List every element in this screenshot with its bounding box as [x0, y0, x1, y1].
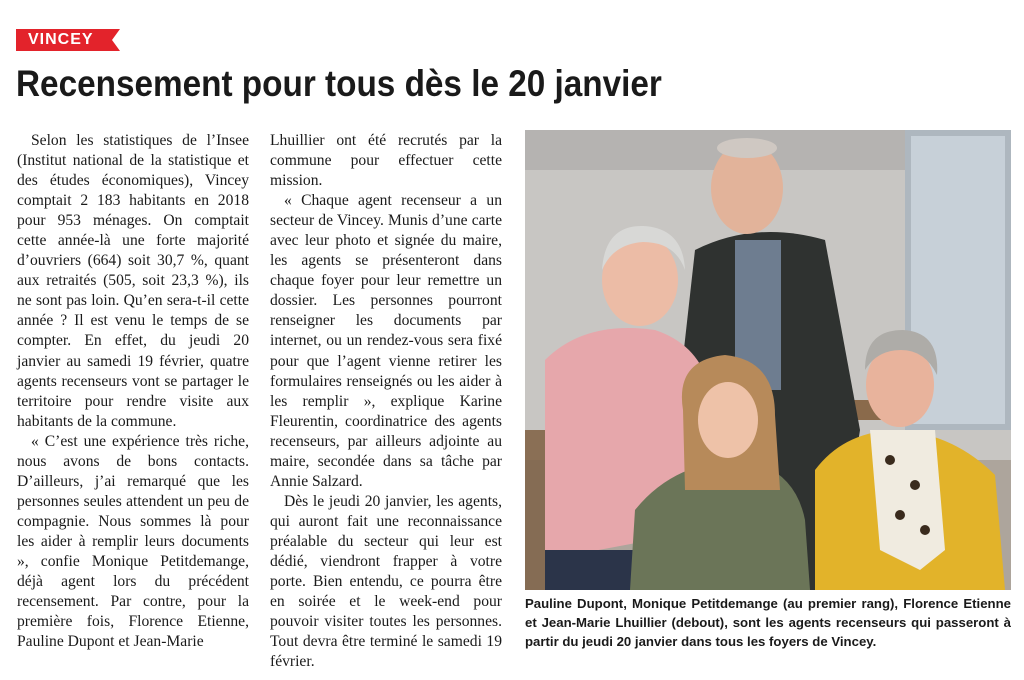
section-kicker: [16, 29, 120, 51]
paragraph-continued: Lhuillier ont été recrutés par la commune pour effectuer cette mission.: [270, 132, 502, 190]
article-headline: Recensement pour tous dès le 20 janvier: [16, 63, 662, 104]
article-column-1: [17, 131, 249, 652]
article-column-2: [270, 131, 502, 672]
group-photo-illustration: [525, 130, 1011, 590]
paragraph-3: « Chaque agent recenseur a un secteur de Vincey. Munis d’une carte avec leur photo et signée du maire, les agents se présenteront dans chaque foyer pour leur remettre un dossier. Les personnes pourront renseigner les documents par internet, ou un rendez-vous sera fixé pour que l’agent vienne retirer les formulaires renseignés ou les aider à les remplir », explique Karine Fleurentin, coordinatrice des agents recenseurs, par ailleurs adjointe au maire, secondée dans sa tâche par Annie Salzard.: [270, 192, 502, 490]
photo-caption: Pauline Dupont, Monique Petitdemange (au premier rang), Florence Etienne et Jean-Marie Lhuillier (debout), sont les agents recenseurs qui passeront à partir du jeudi 20 janvier dans tous les foyers de Vincey.: [525, 596, 1011, 649]
paragraph-1: Selon les statistiques de l’Insee (Institut national de la statistique et des études économiques), Vincey comptait 2 183 habitants en 2018 pour 953 ménages. On comptait cette année-là une forte majorité d’ouvriers (664) soit 30,7 %, quant aux retraités (505, soit 23,3 %), ils ne sont pas loin. Qu’en sera-t-il cette année ? Il est venu le temps de se compter. En effet, du jeudi 20 janvier au samedi 19 février, quatre agents recenseurs vont se partager le territoire pour rendre visite aux habitants de la commune.: [17, 132, 249, 430]
article-photo: [525, 130, 1011, 590]
paragraph-2: « C’est une expérience très riche, nous avons de bons contacts. D’ailleurs, j’ai remarqué que les personnes seules attendent un peu de compagnie. Nous sommes là pour les aider à remplir leurs documents », confie Monique Petitdemange, déjà agent lors du précédent recensement. Par contre, pour la première fois, Florence Etienne, Pauline Dupont et Jean-Marie: [17, 432, 249, 651]
paragraph-4: Dès le jeudi 20 janvier, les agents, qui auront fait une reconnaissance préalable du secteur qui leur est dédié, viendront frapper à votre porte. Bien entendu, ce pourra être en soirée et le week-end pour pouvoir visiter toutes les personnes. Tout devra être terminé le samedi 19 février.: [270, 492, 502, 671]
section-label: VINCEY: [28, 31, 94, 48]
